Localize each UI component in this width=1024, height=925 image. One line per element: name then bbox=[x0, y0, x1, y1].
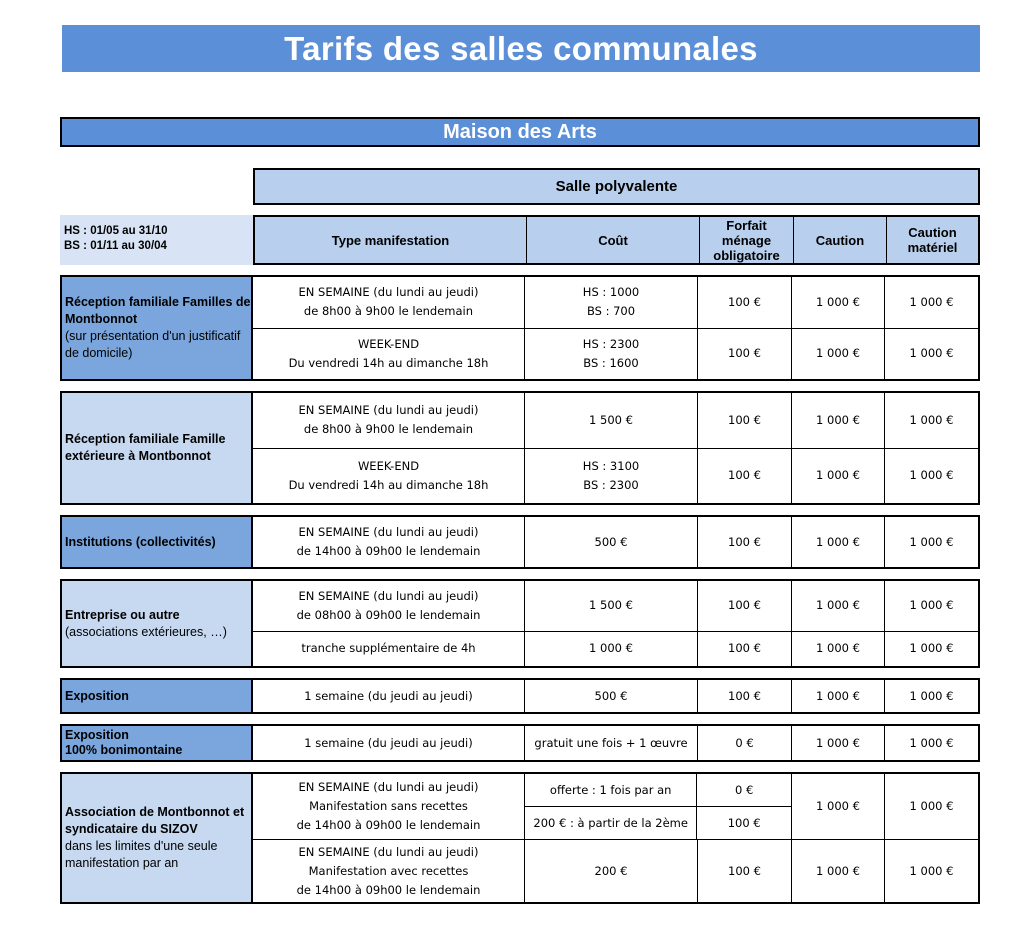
group-label-main: Association de Montbonnot et syndicataire du SIZOV bbox=[65, 805, 245, 836]
table-row-merged bbox=[253, 774, 978, 840]
table-row bbox=[253, 517, 978, 567]
cell-forfait: 100 € bbox=[698, 449, 792, 504]
group-label bbox=[62, 277, 253, 379]
cell-type: 1 semaine (du jeudi au jeudi) bbox=[253, 680, 525, 712]
cell-caution-materiel: 1 000 € bbox=[909, 598, 954, 613]
cell-caution-materiel: 1 000 € bbox=[909, 468, 954, 483]
group-label-note: (sur présentation d'un justificatif de domicile) bbox=[65, 329, 241, 360]
table-row bbox=[253, 632, 978, 666]
table-row bbox=[253, 449, 978, 504]
cell-forfait: 100 € bbox=[698, 393, 792, 448]
cell-cout: HS : 1000 BS : 700 bbox=[525, 277, 698, 328]
group-label-main: Entreprise ou autre bbox=[65, 607, 180, 622]
cell-forfait: 0 € bbox=[735, 782, 754, 797]
cell-type: WEEK-END Du vendredi 14h au dimanche 18h bbox=[253, 449, 525, 504]
header-cout: Coût bbox=[527, 217, 700, 263]
cell-type: tranche supplémentaire de 4h bbox=[253, 632, 525, 666]
group-entreprise bbox=[60, 579, 980, 668]
group-label bbox=[62, 393, 253, 503]
cell-caution-materiel: 1 000 € bbox=[909, 735, 954, 750]
cell-type: 1 semaine (du jeudi au jeudi) bbox=[253, 726, 525, 760]
cell-caution-materiel: 1 000 € bbox=[909, 294, 954, 309]
group-label-main: Exposition bbox=[65, 688, 129, 703]
cell-caution: 1 000 € bbox=[792, 329, 885, 380]
cell-forfait: 100 € bbox=[698, 680, 792, 712]
cell-cout: 200 € : à partir de la 2ème bbox=[525, 807, 697, 839]
header-caution: Caution bbox=[794, 217, 887, 263]
header-forfait: Forfait ménage obligatoire bbox=[700, 217, 794, 263]
cell-caution: 1 000 € bbox=[792, 393, 885, 448]
cell-cout: 500 € bbox=[525, 680, 698, 712]
group-label bbox=[62, 774, 253, 902]
cell-caution: 1 000 € bbox=[792, 726, 885, 760]
cell-caution: 1 000 € bbox=[792, 581, 885, 631]
group-exposition bbox=[60, 678, 980, 714]
cell-type: EN SEMAINE (du lundi au jeudi) de 8h00 à 9h00 le lendemain bbox=[253, 393, 525, 448]
group-institutions bbox=[60, 515, 980, 569]
group-label bbox=[62, 517, 253, 567]
cell-caution-materiel: 1 000 € bbox=[909, 863, 954, 878]
group-label-main: Exposition 100% bonimontaine bbox=[65, 728, 183, 757]
table-row bbox=[253, 277, 978, 329]
table-row bbox=[253, 840, 978, 902]
cell-forfait: 100 € bbox=[727, 815, 761, 830]
cell-caution-materiel: 1 000 € bbox=[909, 799, 954, 814]
cell-caution: 1 000 € bbox=[792, 840, 885, 902]
table-row bbox=[253, 581, 978, 632]
cell-caution: 1 000 € bbox=[792, 517, 885, 567]
cell-caution: 1 000 € bbox=[792, 632, 885, 666]
cell-type: WEEK-END Du vendredi 14h au dimanche 18h bbox=[253, 329, 525, 380]
group-famille-exterieure bbox=[60, 391, 980, 505]
table-row bbox=[253, 329, 978, 380]
header-caution-materiel: Caution matériel bbox=[887, 217, 978, 263]
cell-cout: 1 500 € bbox=[525, 581, 698, 631]
group-label-main: Réception familiale Famille extérieure à Montbonnot bbox=[65, 432, 226, 463]
cell-type: EN SEMAINE (du lundi au jeudi) Manifestation avec recettes de 14h00 à 09h00 le lendemain bbox=[253, 840, 525, 902]
cell-cout: HS : 3100 BS : 2300 bbox=[525, 449, 698, 504]
group-familles-montbonnot bbox=[60, 275, 980, 381]
group-label bbox=[62, 581, 253, 666]
room-title: Salle polyvalente bbox=[253, 168, 980, 205]
cell-cout: offerte : 1 fois par an bbox=[525, 774, 697, 806]
group-label-note: dans les limites d'une seule manifestation par an bbox=[65, 839, 218, 870]
table-row bbox=[253, 393, 978, 449]
cell-caution-materiel: 1 000 € bbox=[909, 641, 954, 656]
cell-type: EN SEMAINE (du lundi au jeudi) de 8h00 à 9h00 le lendemain bbox=[253, 277, 525, 328]
cell-cout: gratuit une fois + 1 œuvre bbox=[525, 726, 698, 760]
cell-type: EN SEMAINE (du lundi au jeudi) de 08h00 à 09h00 le lendemain bbox=[253, 581, 525, 631]
table-row bbox=[253, 726, 978, 760]
cell-cout: 1 000 € bbox=[525, 632, 698, 666]
sub-row bbox=[525, 774, 791, 807]
cell-forfait: 100 € bbox=[698, 581, 792, 631]
group-label bbox=[62, 680, 253, 712]
group-label bbox=[62, 726, 253, 760]
cell-caution-materiel: 1 000 € bbox=[909, 412, 954, 427]
cell-type: EN SEMAINE (du lundi au jeudi) de 14h00 à 09h00 le lendemain bbox=[253, 517, 525, 567]
cell-caution-materiel: 1 000 € bbox=[909, 346, 954, 361]
cell-caution: 1 000 € bbox=[792, 680, 885, 712]
cell-caution-materiel: 1 000 € bbox=[909, 688, 954, 703]
page-title: Tarifs des salles communales bbox=[62, 25, 980, 72]
season-bs: BS : 01/11 au 30/04 bbox=[64, 240, 167, 252]
cell-caution: 1 000 € bbox=[792, 277, 885, 328]
cell-forfait: 100 € bbox=[698, 632, 792, 666]
cell-type: EN SEMAINE (du lundi au jeudi) Manifestation sans recettes de 14h00 à 09h00 le lendemain bbox=[253, 774, 525, 839]
cell-caution: 1 000 € bbox=[792, 774, 885, 839]
table-row bbox=[253, 680, 978, 712]
group-label-note: (associations extérieures, …) bbox=[65, 624, 227, 639]
group-association-sizov bbox=[60, 772, 980, 904]
cell-forfait: 0 € bbox=[698, 726, 792, 760]
season-legend bbox=[60, 215, 253, 265]
cell-forfait: 100 € bbox=[698, 329, 792, 380]
cell-caution-materiel: 1 000 € bbox=[909, 534, 954, 549]
sub-rows bbox=[525, 774, 792, 839]
cell-cout: 500 € bbox=[525, 517, 698, 567]
section-title: Maison des Arts bbox=[60, 117, 980, 147]
sub-row bbox=[525, 807, 791, 839]
cell-cout: 200 € bbox=[525, 840, 698, 902]
cell-forfait: 100 € bbox=[698, 840, 792, 902]
group-label-main: Institutions (collectivités) bbox=[65, 534, 216, 549]
table-header bbox=[253, 215, 980, 265]
group-label-main: Réception familiale Familles de Montbonnot bbox=[65, 295, 251, 326]
cell-forfait: 100 € bbox=[698, 277, 792, 328]
season-hs: HS : 01/05 au 31/10 bbox=[64, 225, 168, 237]
group-exposition-bonimontaine bbox=[60, 724, 980, 762]
cell-cout: HS : 2300 BS : 1600 bbox=[525, 329, 698, 380]
cell-cout: 1 500 € bbox=[525, 393, 698, 448]
header-type: Type manifestation bbox=[255, 217, 527, 263]
cell-caution: 1 000 € bbox=[792, 449, 885, 504]
cell-forfait: 100 € bbox=[698, 517, 792, 567]
